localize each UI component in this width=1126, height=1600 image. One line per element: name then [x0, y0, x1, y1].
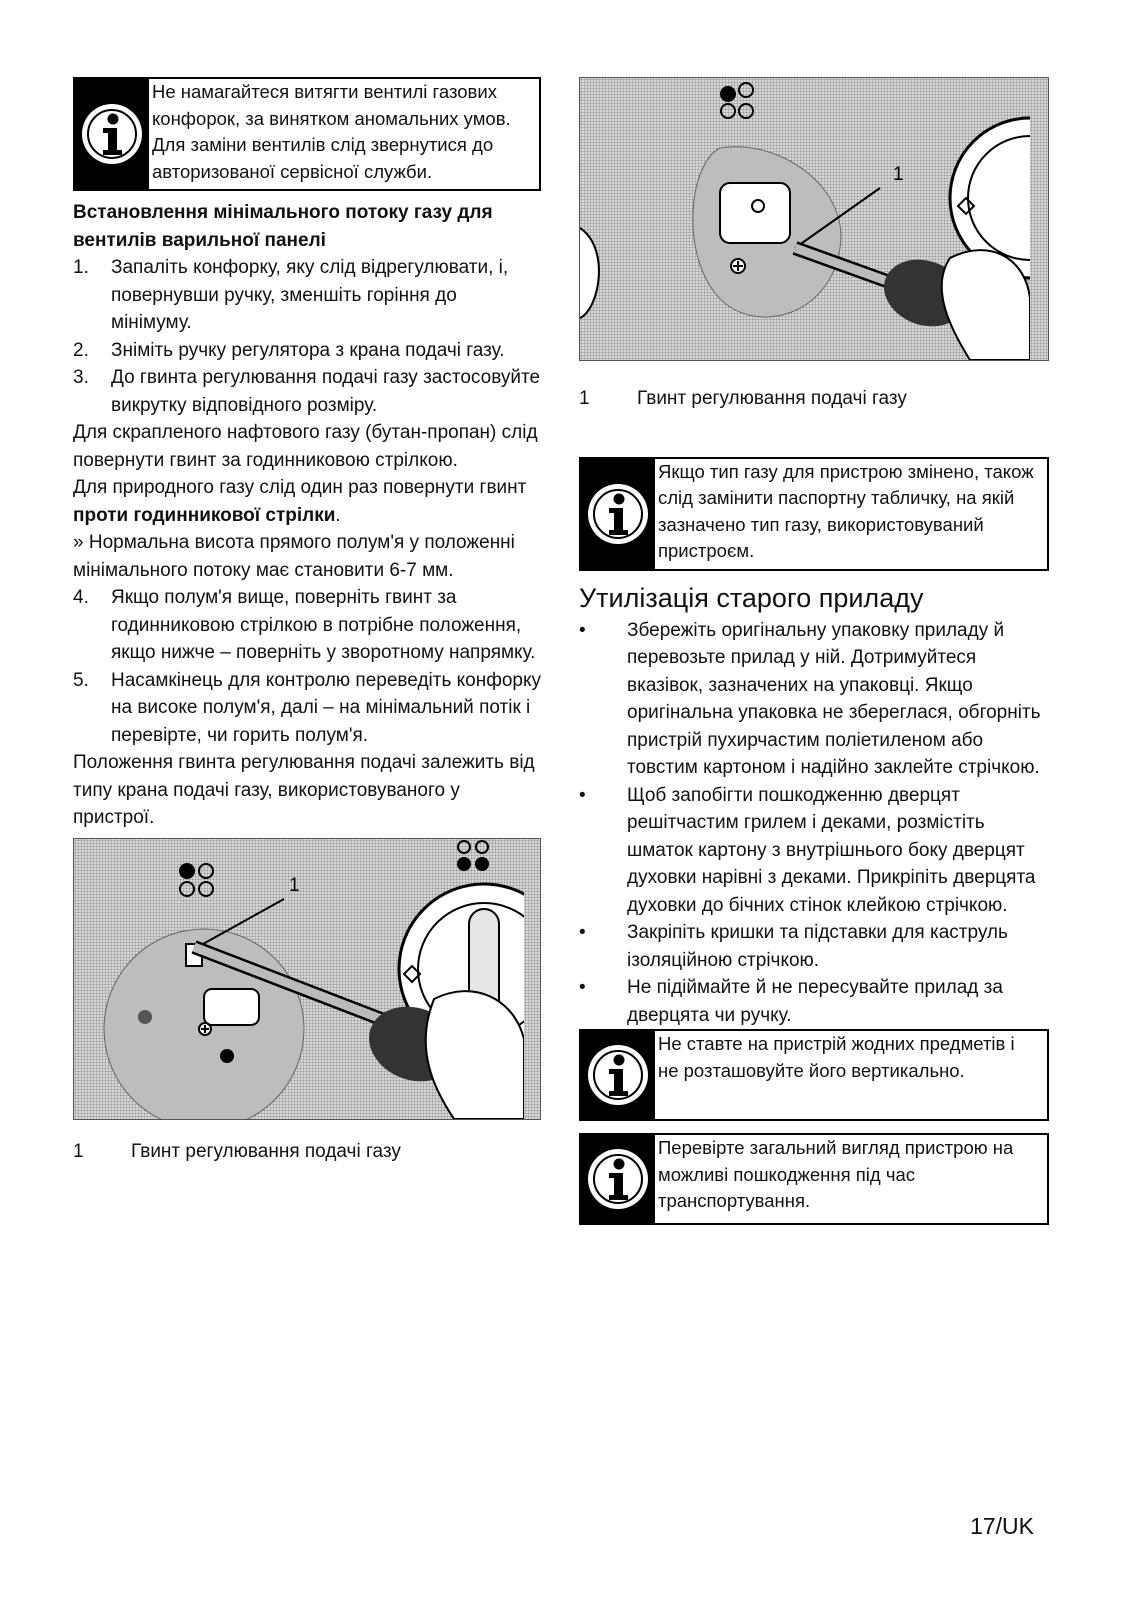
list-item: 3. До гвинта регулювання подачі газу застосовуйте викрутку відповідного розміру.	[73, 367, 541, 416]
steps-list-a	[73, 254, 541, 419]
list-item: • Щоб запобігти пошкодженню дверцят решітчастим грилем і деками, розмістіть шматок картону з внутрішнього боку дверцят духовки нарівні з деками. Прикріпіть дверцята духовки до бічних стінок клейкою стрічкою.	[579, 784, 1036, 916]
callout-label: 1	[289, 874, 300, 896]
screw-position-paragraph: Положення гвинта регулювання подачі залежить від типу крана подачі газу, використовуваного у пристрої.	[73, 752, 535, 828]
flame-height-paragraph: » Нормальна висота прямого полум'я у положенні мінімального потоку має становити 6-7 мм.	[73, 532, 515, 581]
note-text: Не намагайтеся витягти вентилі газових конфорок, за винятком аномальних умов. Для заміни вентилів слід звернутися до авторизованої сервісної служби.	[152, 81, 511, 182]
list-item: 2. Зніміть ручку регулятора з крана подачі газу.	[73, 339, 505, 361]
note-text: Не ставте на пристрій жодних предметів і не розташовуйте його вертикально.	[658, 1033, 1015, 1081]
disposal-heading: Утилізація старого приладу	[579, 582, 924, 613]
info-icon	[581, 1031, 655, 1119]
info-note-damage	[579, 1133, 1049, 1225]
note-text: Перевірте загальний вигляд пристрою на можливі пошкодження під час транспортування.	[658, 1137, 1014, 1211]
callout-label: 1	[893, 164, 904, 185]
right-column	[579, 77, 1049, 1225]
left-column	[73, 77, 541, 1165]
info-icon	[581, 459, 655, 569]
list-item: • Закріпіть кришки та підставки для каструль ізоляційною стрічкою.	[579, 922, 1008, 971]
list-item: 5. Насамкінець для контролю переведіть конфорку на високе полум'я, далі – на мінімальний потік і перевірте, чи горить полум'я.	[73, 669, 542, 746]
figure-caption-left: 1 Гвинт регулювання подачі газу	[73, 1140, 401, 1162]
info-note-gas-type	[579, 457, 1049, 571]
adjustment-illustration-left	[73, 838, 541, 1120]
burner-indicator-icon	[721, 83, 753, 118]
info-note-placement	[579, 1029, 1049, 1121]
disposal-bullets	[579, 617, 1049, 1030]
list-item: • Збережіть оригінальну упаковку приладу й перевозьте прилад у ній. Дотримуйтеся вказівок, зазначених на упаковці. Якщо оригінальна упаковка не збереглася, обгорніть пристрій пухирчастим поліетиленом або товстим картоном і надійно заклейте стрічкою.	[579, 619, 1041, 778]
page-number: 17/UK	[970, 1513, 1034, 1539]
info-icon	[75, 79, 149, 189]
info-icon	[581, 1135, 655, 1223]
screwdriver-icon	[795, 248, 1030, 360]
burner-indicator-icon	[180, 841, 488, 896]
steps-list-b	[73, 584, 541, 749]
note-text: Якщо тип газу для пристрою змінено, також слід замінити паспортну табличку, на якій зазначено тип газу, використовуваний пристроєм.	[658, 460, 1034, 561]
info-note-valves	[73, 77, 541, 191]
list-item: 1. Запаліть конфорку, яку слід відрегулювати, і, повернувши ручку, зменшіть горіння до мінімуму.	[73, 257, 509, 333]
natural-gas-paragraph: Для природного газу слід один раз повернути гвинт проти годинникової стрілки.	[73, 477, 527, 526]
adjustment-illustration-right	[579, 77, 1049, 361]
figure-caption-right: 1 Гвинт регулювання подачі газу	[579, 388, 907, 409]
lpg-paragraph: Для скрапленого нафтового газу (бутан-пропан) слід повернути гвинт за годинниковою стрілкою.	[73, 422, 538, 471]
emphasis-text: проти годинникової стрілки	[73, 504, 336, 526]
section-heading: Встановлення мінімального потоку газу для вентилів варильної панелі	[73, 202, 493, 251]
list-item: 4. Якщо полум'я вище, поверніть гвинт за годинниковою стрілкою в потрібне положення, якщо нижче – поверніть у зворотному напрямку.	[73, 587, 536, 663]
list-item: • Не підіймайте й не пересувайте прилад за дверцята чи ручку.	[579, 977, 1003, 1026]
